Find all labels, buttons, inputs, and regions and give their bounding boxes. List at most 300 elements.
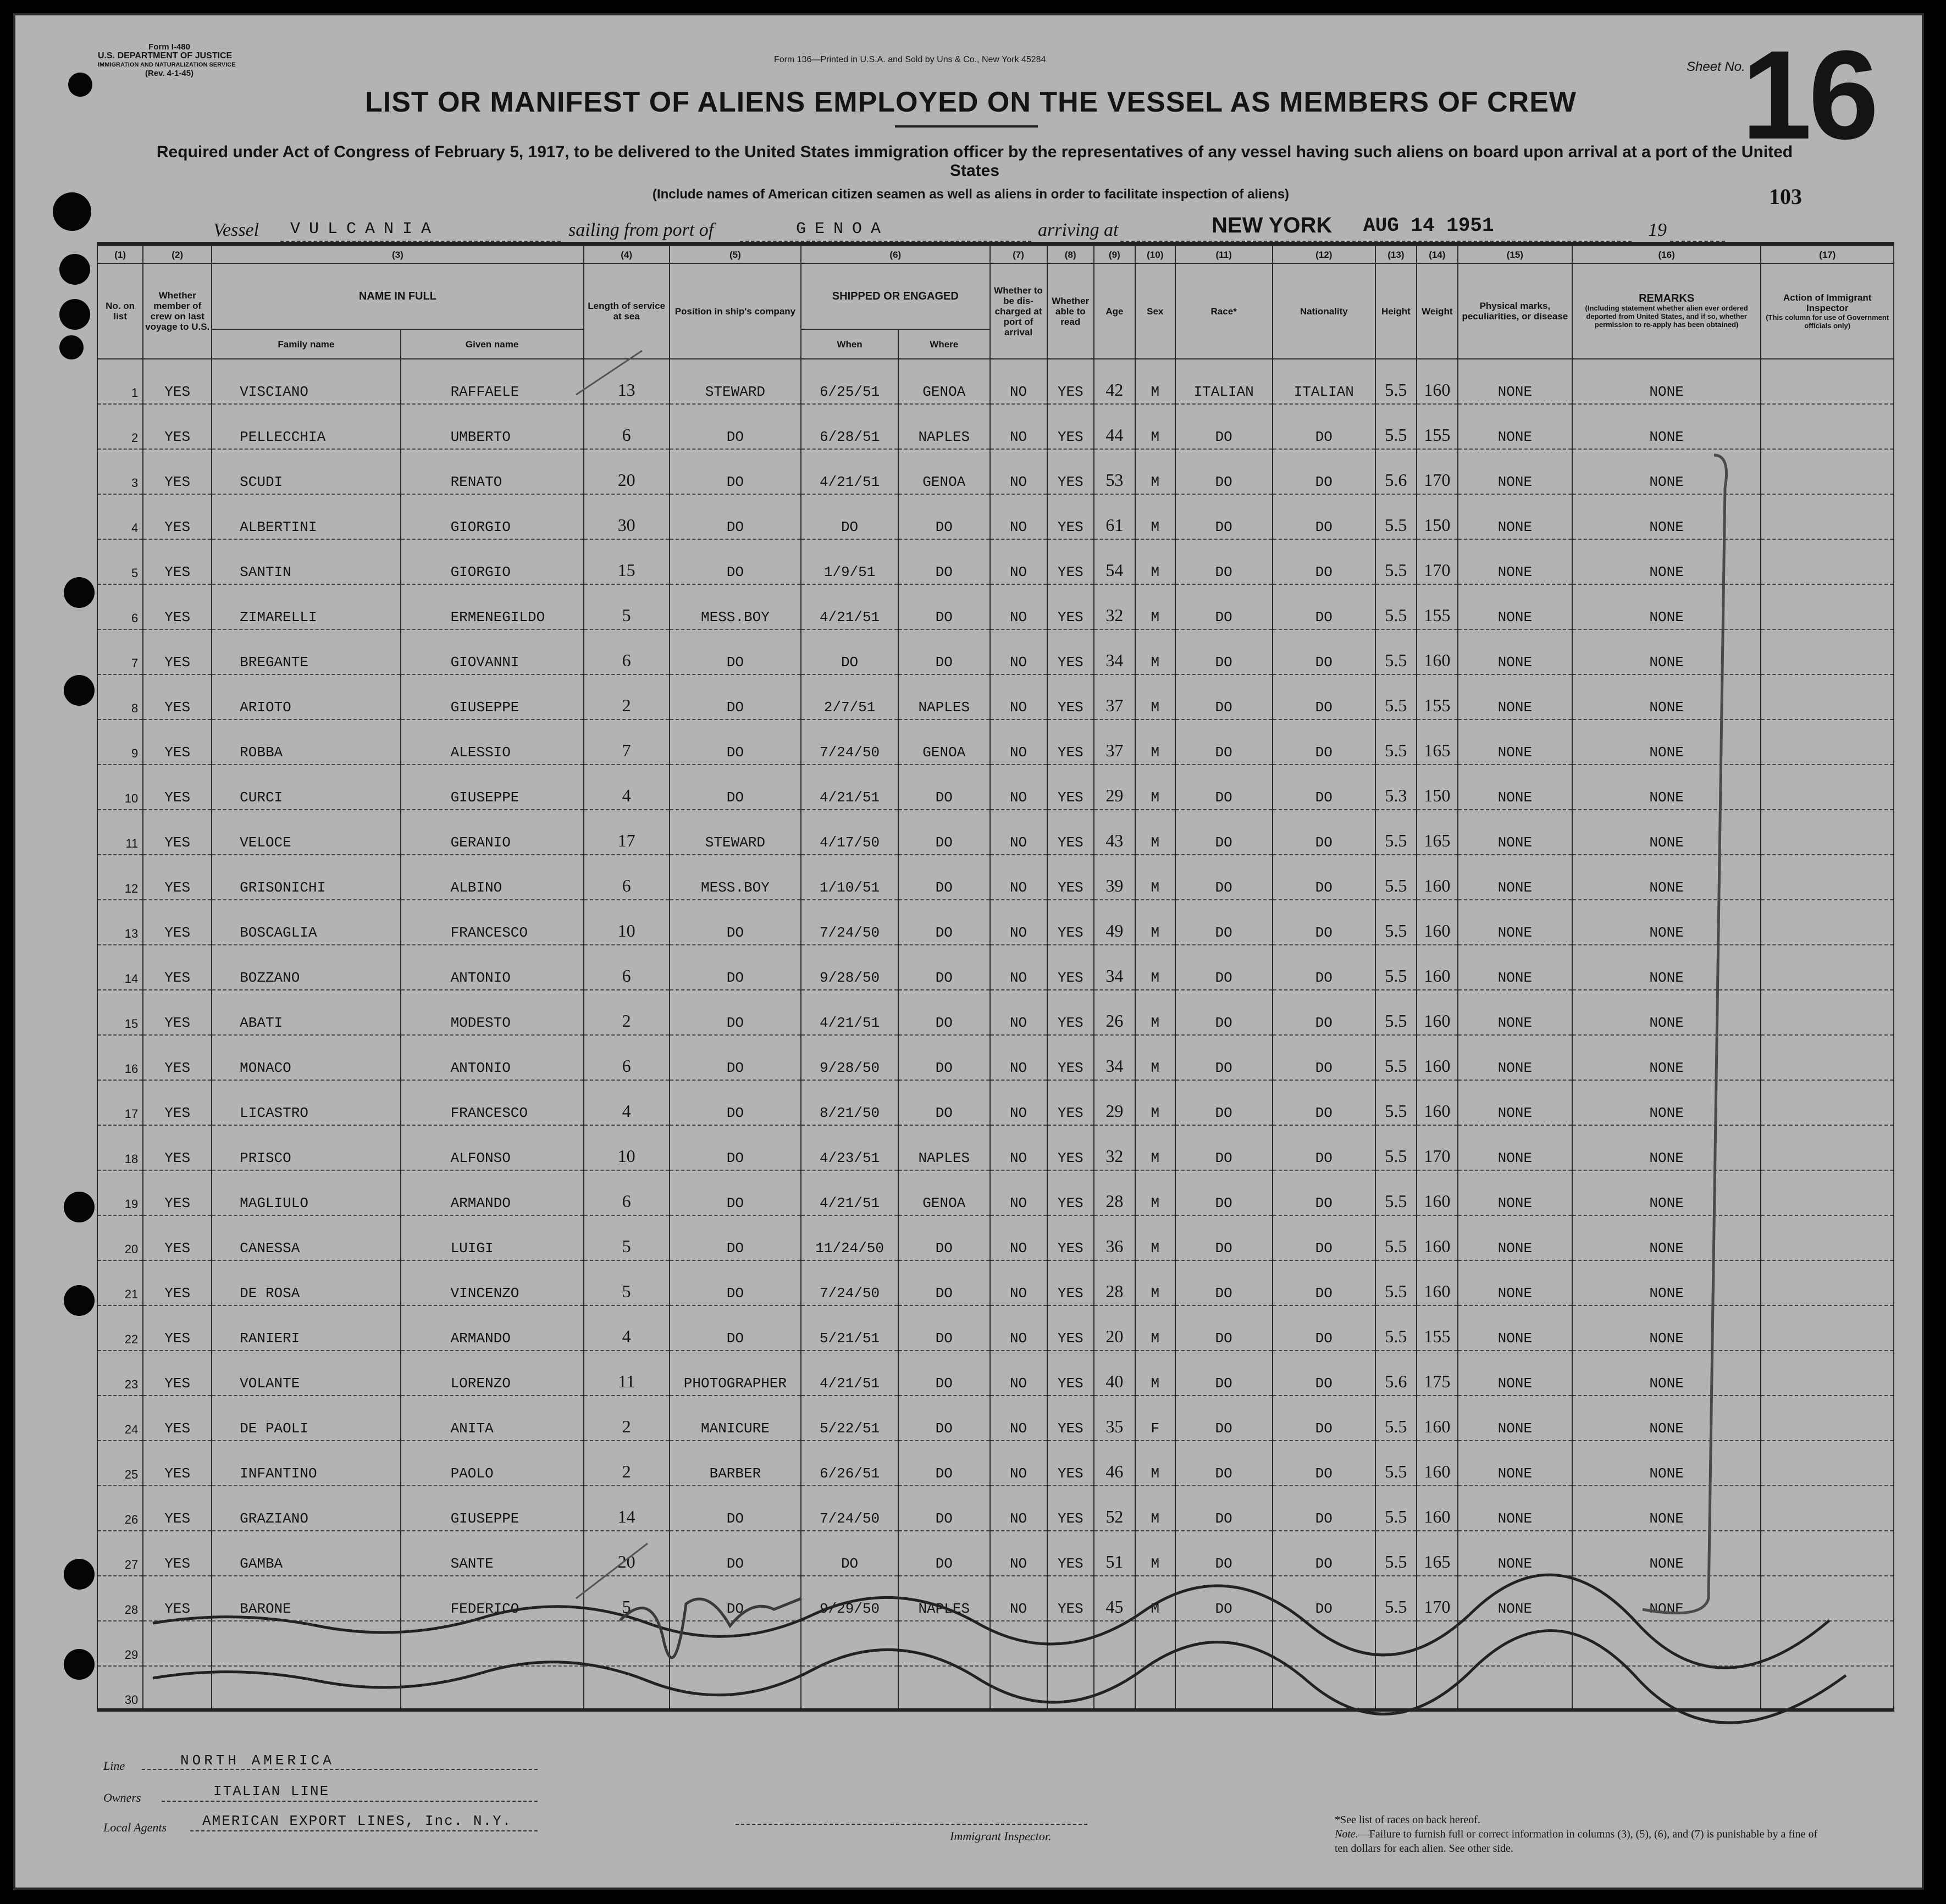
cell-when: 6/28/51 <box>801 404 898 449</box>
binder-hole <box>64 1649 95 1680</box>
cell-disch: NO <box>990 1441 1047 1486</box>
cell-no: 8 <box>97 674 143 719</box>
cell-service: 11 <box>584 1350 670 1396</box>
col-header-no-on-list: No. on list <box>97 263 143 359</box>
cell-prev: YES <box>143 945 212 990</box>
cell-weight: 160 <box>1417 1441 1458 1486</box>
cell-given: FRANCESCO <box>401 1080 584 1125</box>
cell-remarks: NONE <box>1572 494 1761 539</box>
cell-service: 2 <box>584 1396 670 1441</box>
cell-nat: DO <box>1273 990 1375 1035</box>
cell-disch: NO <box>990 1486 1047 1531</box>
cell-marks: NONE <box>1458 1125 1572 1170</box>
cell-race: DO <box>1175 674 1273 719</box>
table-row <box>97 1080 1894 1125</box>
cell-action <box>1761 855 1894 900</box>
cell-race: DO <box>1175 584 1273 629</box>
cell-position <box>670 1666 801 1711</box>
cell-nat: DO <box>1273 810 1375 855</box>
cell-family: ZIMARELLI <box>212 584 400 629</box>
col1-number: (1) <box>97 246 143 263</box>
cell-family: MAGLIULO <box>212 1170 400 1215</box>
cell-no: 24 <box>97 1396 143 1441</box>
cell-prev: YES <box>143 810 212 855</box>
cell-race: DO <box>1175 449 1273 494</box>
cell-sex: M <box>1135 404 1175 449</box>
cell-when: 4/23/51 <box>801 1125 898 1170</box>
cell-remarks: NONE <box>1572 1260 1761 1305</box>
cell-when: 4/21/51 <box>801 584 898 629</box>
cell-action <box>1761 1531 1894 1576</box>
cell-given: ERMENEGILDO <box>401 584 584 629</box>
cell-read: YES <box>1047 719 1094 765</box>
cell-prev: YES <box>143 1035 212 1080</box>
cell-given: RAFFAELE <box>401 359 584 404</box>
cell-prev: YES <box>143 539 212 584</box>
cell-age: 26 <box>1094 990 1135 1035</box>
cell-family: VELOCE <box>212 810 400 855</box>
cell-family: LICASTRO <box>212 1080 400 1125</box>
cell-no: 21 <box>97 1260 143 1305</box>
cell-height: 5.5 <box>1375 855 1417 900</box>
inspector-subtitle: (This column for use of Government officials only) <box>1766 313 1889 330</box>
cell-weight: 160 <box>1417 1396 1458 1441</box>
cell-marks: NONE <box>1458 359 1572 404</box>
cell-read <box>1047 1666 1094 1711</box>
cell-where: NAPLES <box>898 1125 990 1170</box>
cell-family: VOLANTE <box>212 1350 400 1396</box>
cell-when: 6/26/51 <box>801 1441 898 1486</box>
cell-age: 61 <box>1094 494 1135 539</box>
cell-height: 5.5 <box>1375 1486 1417 1531</box>
cell-age: 37 <box>1094 719 1135 765</box>
cell-marks: NONE <box>1458 1170 1572 1215</box>
cell-position: DO <box>670 494 801 539</box>
cell-action <box>1761 765 1894 810</box>
cell-where: DO <box>898 1531 990 1576</box>
cell-given: ALBINO <box>401 855 584 900</box>
cell-age: 37 <box>1094 674 1135 719</box>
cell-race: DO <box>1175 1576 1273 1621</box>
cell-given: ALESSIO <box>401 719 584 765</box>
cell-disch: NO <box>990 359 1047 404</box>
cell-family: CANESSA <box>212 1215 400 1260</box>
cell-where: GENOA <box>898 359 990 404</box>
cell-position: MANICURE <box>670 1396 801 1441</box>
cell-nat: DO <box>1273 1260 1375 1305</box>
stamped-page-number: 103 <box>1769 184 1802 209</box>
cell-remarks: NONE <box>1572 1125 1761 1170</box>
table-row <box>97 719 1894 765</box>
cell-where: DO <box>898 1080 990 1125</box>
cell-given: LORENZO <box>401 1350 584 1396</box>
cell-disch: NO <box>990 494 1047 539</box>
col13-number: (13) <box>1375 246 1417 263</box>
cell-family: ARIOTO <box>212 674 400 719</box>
col16-number: (16) <box>1572 246 1761 263</box>
cell-when: 4/21/51 <box>801 449 898 494</box>
cell-height: 5.5 <box>1375 719 1417 765</box>
cell-weight: 165 <box>1417 719 1458 765</box>
cell-position <box>670 1621 801 1666</box>
cell-sex: M <box>1135 765 1175 810</box>
cell-age: 42 <box>1094 359 1135 404</box>
cell-where: GENOA <box>898 719 990 765</box>
cell-action <box>1761 1666 1894 1711</box>
cell-read: YES <box>1047 1035 1094 1080</box>
cell-weight <box>1417 1666 1458 1711</box>
cell-age: 32 <box>1094 1125 1135 1170</box>
cell-sex: M <box>1135 1035 1175 1080</box>
cell-given: RENATO <box>401 449 584 494</box>
cell-remarks: NONE <box>1572 674 1761 719</box>
table-row <box>97 1441 1894 1486</box>
cell-when: 1/10/51 <box>801 855 898 900</box>
cell-marks: NONE <box>1458 1260 1572 1305</box>
cell-no: 2 <box>97 404 143 449</box>
cell-weight: 160 <box>1417 359 1458 404</box>
cell-age: 44 <box>1094 404 1135 449</box>
cell-when <box>801 1666 898 1711</box>
cell-remarks: NONE <box>1572 359 1761 404</box>
cell-height: 5.5 <box>1375 945 1417 990</box>
table-row <box>97 1305 1894 1350</box>
cell-action <box>1761 1576 1894 1621</box>
cell-family: DE PAOLI <box>212 1396 400 1441</box>
cell-read: YES <box>1047 1170 1094 1215</box>
cell-weight: 160 <box>1417 855 1458 900</box>
cell-age: 29 <box>1094 765 1135 810</box>
manifest-sheet <box>13 13 1924 1890</box>
cell-prev <box>143 1621 212 1666</box>
cell-position: DO <box>670 1576 801 1621</box>
cell-remarks: NONE <box>1572 1396 1761 1441</box>
cell-read: YES <box>1047 629 1094 674</box>
requirement-statement: Required under Act of Congress of February 5, 1917, to be delivered to the United States immigration officer by the representatives of any vessel having such aliens on board upon arrival at a port of the United States <box>156 143 1793 180</box>
cell-age: 28 <box>1094 1260 1135 1305</box>
table-row <box>97 359 1894 404</box>
cell-no: 3 <box>97 449 143 494</box>
cell-height: 5.5 <box>1375 1576 1417 1621</box>
col-header-name-in-full: NAME IN FULL <box>212 263 583 329</box>
cell-race: DO <box>1175 1260 1273 1305</box>
cell-no: 17 <box>97 1080 143 1125</box>
cell-action <box>1761 1080 1894 1125</box>
cell-service: 14 <box>584 1486 670 1531</box>
cell-prev: YES <box>143 359 212 404</box>
cell-remarks: NONE <box>1572 900 1761 945</box>
cell-prev: YES <box>143 990 212 1035</box>
cell-where: DO <box>898 1441 990 1486</box>
cell-weight: 170 <box>1417 1576 1458 1621</box>
cell-weight <box>1417 1621 1458 1666</box>
cell-service: 4 <box>584 765 670 810</box>
cell-given: GIUSEPPE <box>401 674 584 719</box>
cell-height: 5.5 <box>1375 1125 1417 1170</box>
cell-weight: 160 <box>1417 1080 1458 1125</box>
cell-race: DO <box>1175 765 1273 810</box>
cell-sex: M <box>1135 1260 1175 1305</box>
cell-marks: NONE <box>1458 990 1572 1035</box>
binder-hole <box>64 675 95 706</box>
cell-service: 15 <box>584 539 670 584</box>
cell-where: DO <box>898 1486 990 1531</box>
cell-read: YES <box>1047 810 1094 855</box>
table-row <box>97 1260 1894 1305</box>
col-header-age: Age <box>1094 263 1135 359</box>
vessel-name: VULCANIA <box>290 220 440 239</box>
cell-sex <box>1135 1666 1175 1711</box>
cell-remarks: NONE <box>1572 990 1761 1035</box>
cell-sex: M <box>1135 539 1175 584</box>
cell-nat: DO <box>1273 1441 1375 1486</box>
binder-hole <box>64 1192 95 1222</box>
cell-race: DO <box>1175 629 1273 674</box>
cell-weight: 165 <box>1417 810 1458 855</box>
cell-no: 30 <box>97 1666 143 1711</box>
cell-position: DO <box>670 1305 801 1350</box>
cell-marks: NONE <box>1458 1576 1572 1621</box>
cell-no: 4 <box>97 494 143 539</box>
table-row <box>97 1576 1894 1621</box>
table-bottom-rule <box>97 1708 1894 1712</box>
cell-position: DO <box>670 1080 801 1125</box>
cell-service: 6 <box>584 855 670 900</box>
cell-race: DO <box>1175 900 1273 945</box>
sheet-number: 16 <box>1742 24 1876 165</box>
cell-read: YES <box>1047 1441 1094 1486</box>
cell-action <box>1761 1441 1894 1486</box>
cell-disch <box>990 1621 1047 1666</box>
cell-prev: YES <box>143 1531 212 1576</box>
cell-family: PRISCO <box>212 1125 400 1170</box>
cell-service: 2 <box>584 1441 670 1486</box>
cell-given <box>401 1621 584 1666</box>
cell-sex: M <box>1135 900 1175 945</box>
cell-family: PELLECCHIA <box>212 404 400 449</box>
cell-no: 7 <box>97 629 143 674</box>
cell-no: 6 <box>97 584 143 629</box>
cell-height: 5.5 <box>1375 539 1417 584</box>
cell-action <box>1761 1305 1894 1350</box>
cell-sex: M <box>1135 719 1175 765</box>
crew-manifest-table <box>97 245 1894 1707</box>
cell-sex: M <box>1135 584 1175 629</box>
cell-given: GIOVANNI <box>401 629 584 674</box>
cell-position: DO <box>670 629 801 674</box>
cell-nat: DO <box>1273 1486 1375 1531</box>
cell-marks: NONE <box>1458 719 1572 765</box>
cell-position: DO <box>670 719 801 765</box>
cell-given: FEDERICO <box>401 1576 584 1621</box>
cell-read: YES <box>1047 1350 1094 1396</box>
cell-prev: YES <box>143 629 212 674</box>
cell-sex: M <box>1135 1531 1175 1576</box>
cell-age: 43 <box>1094 810 1135 855</box>
cell-race: ITALIAN <box>1175 359 1273 404</box>
cell-family: BARONE <box>212 1576 400 1621</box>
cell-sex: M <box>1135 629 1175 674</box>
cell-remarks: NONE <box>1572 1170 1761 1215</box>
cell-marks: NONE <box>1458 629 1572 674</box>
cell-age: 36 <box>1094 1215 1135 1260</box>
cell-prev: YES <box>143 1576 212 1621</box>
cell-no: 14 <box>97 945 143 990</box>
cell-nat: DO <box>1273 629 1375 674</box>
cell-position: DO <box>670 1170 801 1215</box>
manifest-rows <box>97 359 1894 1711</box>
col7-number: (7) <box>990 246 1047 263</box>
cell-action <box>1761 810 1894 855</box>
cell-disch: NO <box>990 765 1047 810</box>
cell-where <box>898 1621 990 1666</box>
cell-read: YES <box>1047 1486 1094 1531</box>
cell-marks: NONE <box>1458 1215 1572 1260</box>
col5-number: (5) <box>670 246 801 263</box>
cell-service: 17 <box>584 810 670 855</box>
col-header-discharged: Whether to be dis-charged at port of arrival <box>990 263 1047 359</box>
cell-service: 5 <box>584 1260 670 1305</box>
cell-sex: M <box>1135 1215 1175 1260</box>
cell-when: 5/22/51 <box>801 1396 898 1441</box>
cell-action <box>1761 1396 1894 1441</box>
cell-remarks: NONE <box>1572 719 1761 765</box>
cell-when: 4/21/51 <box>801 990 898 1035</box>
cell-height: 5.5 <box>1375 494 1417 539</box>
cell-weight: 150 <box>1417 494 1458 539</box>
cell-height: 5.5 <box>1375 1080 1417 1125</box>
cell-when <box>801 1621 898 1666</box>
cell-sex: M <box>1135 674 1175 719</box>
cell-nat: DO <box>1273 1035 1375 1080</box>
cell-no: 26 <box>97 1486 143 1531</box>
cell-weight: 150 <box>1417 765 1458 810</box>
cell-remarks: NONE <box>1572 945 1761 990</box>
page-title: LIST OR MANIFEST OF ALIENS EMPLOYED ON THE VESSEL AS MEMBERS OF CREW <box>365 86 1577 118</box>
cell-when: 11/24/50 <box>801 1215 898 1260</box>
cell-age: 29 <box>1094 1080 1135 1125</box>
cell-nat: DO <box>1273 539 1375 584</box>
cell-given: ARMANDO <box>401 1305 584 1350</box>
col-header-where: Where <box>898 329 990 359</box>
cell-service: 6 <box>584 404 670 449</box>
cell-family: BOZZANO <box>212 945 400 990</box>
cell-height: 5.5 <box>1375 1170 1417 1215</box>
cell-disch: NO <box>990 990 1047 1035</box>
table-row <box>97 855 1894 900</box>
table-row <box>97 1035 1894 1080</box>
footnote <box>1335 1813 1829 1856</box>
cell-when: DO <box>801 494 898 539</box>
cell-disch: NO <box>990 1170 1047 1215</box>
cell-service: 5 <box>584 1576 670 1621</box>
cell-given: MODESTO <box>401 990 584 1035</box>
cell-nat: DO <box>1273 584 1375 629</box>
cell-race: DO <box>1175 1215 1273 1260</box>
col12-number: (12) <box>1273 246 1375 263</box>
table-row <box>97 1396 1894 1441</box>
cell-when: 9/28/50 <box>801 945 898 990</box>
cell-disch: NO <box>990 1035 1047 1080</box>
cell-weight: 160 <box>1417 1260 1458 1305</box>
cell-given: ARMANDO <box>401 1170 584 1215</box>
cell-prev: YES <box>143 900 212 945</box>
cell-when: DO <box>801 1531 898 1576</box>
cell-service: 5 <box>584 1215 670 1260</box>
cell-marks: NONE <box>1458 765 1572 810</box>
cell-where: NAPLES <box>898 1576 990 1621</box>
remarks-subtitle: (Including statement whether alien ever ordered deported from United States, and if so, whether permission to re-apply has been obtained) <box>1585 304 1748 329</box>
cell-race <box>1175 1621 1273 1666</box>
cell-position: PHOTOGRAPHER <box>670 1350 801 1396</box>
cell-nat: DO <box>1273 449 1375 494</box>
cell-disch: NO <box>990 629 1047 674</box>
inspector-signature-line <box>736 1824 1087 1825</box>
cell-weight: 155 <box>1417 404 1458 449</box>
title-rule <box>895 125 1038 128</box>
cell-disch: NO <box>990 584 1047 629</box>
cell-position: DO <box>670 1035 801 1080</box>
cell-position: DO <box>670 1125 801 1170</box>
cell-read: YES <box>1047 584 1094 629</box>
cell-no: 9 <box>97 719 143 765</box>
cell-age: 54 <box>1094 539 1135 584</box>
cell-disch: NO <box>990 1396 1047 1441</box>
cell-position: DO <box>670 900 801 945</box>
cell-no: 18 <box>97 1125 143 1170</box>
cell-no: 16 <box>97 1035 143 1080</box>
cell-remarks: NONE <box>1572 1486 1761 1531</box>
cell-when: 4/21/51 <box>801 1170 898 1215</box>
agents-label: Local Agents <box>103 1820 167 1834</box>
cell-weight: 160 <box>1417 1486 1458 1531</box>
cell-marks: NONE <box>1458 404 1572 449</box>
cell-sex: M <box>1135 1170 1175 1215</box>
cell-when: 7/24/50 <box>801 1486 898 1531</box>
cell-marks <box>1458 1621 1572 1666</box>
cell-marks: NONE <box>1458 945 1572 990</box>
table-row <box>97 900 1894 945</box>
cell-height: 5.5 <box>1375 1396 1417 1441</box>
cell-nat: DO <box>1273 1125 1375 1170</box>
cell-given: VINCENZO <box>401 1260 584 1305</box>
cell-when: 1/9/51 <box>801 539 898 584</box>
cell-prev: YES <box>143 765 212 810</box>
cell-marks: NONE <box>1458 539 1572 584</box>
remarks-title: REMARKS <box>1639 292 1695 305</box>
cell-nat: DO <box>1273 719 1375 765</box>
cell-service: 20 <box>584 449 670 494</box>
cell-prev: YES <box>143 1215 212 1260</box>
cell-when: 6/25/51 <box>801 359 898 404</box>
cell-family: DE ROSA <box>212 1260 400 1305</box>
cell-given: ANITA <box>401 1396 584 1441</box>
cell-given: UMBERTO <box>401 404 584 449</box>
cell-prev <box>143 1666 212 1711</box>
table-row <box>97 494 1894 539</box>
cell-where: DO <box>898 945 990 990</box>
cell-sex: M <box>1135 1576 1175 1621</box>
cell-position: DO <box>670 1260 801 1305</box>
cell-remarks <box>1572 1666 1761 1711</box>
cell-disch: NO <box>990 900 1047 945</box>
cell-read: YES <box>1047 1125 1094 1170</box>
cell-given: GIORGIO <box>401 494 584 539</box>
cell-family: GRAZIANO <box>212 1486 400 1531</box>
cell-read <box>1047 1621 1094 1666</box>
cell-height: 5.5 <box>1375 629 1417 674</box>
cell-given: GIUSEPPE <box>401 765 584 810</box>
